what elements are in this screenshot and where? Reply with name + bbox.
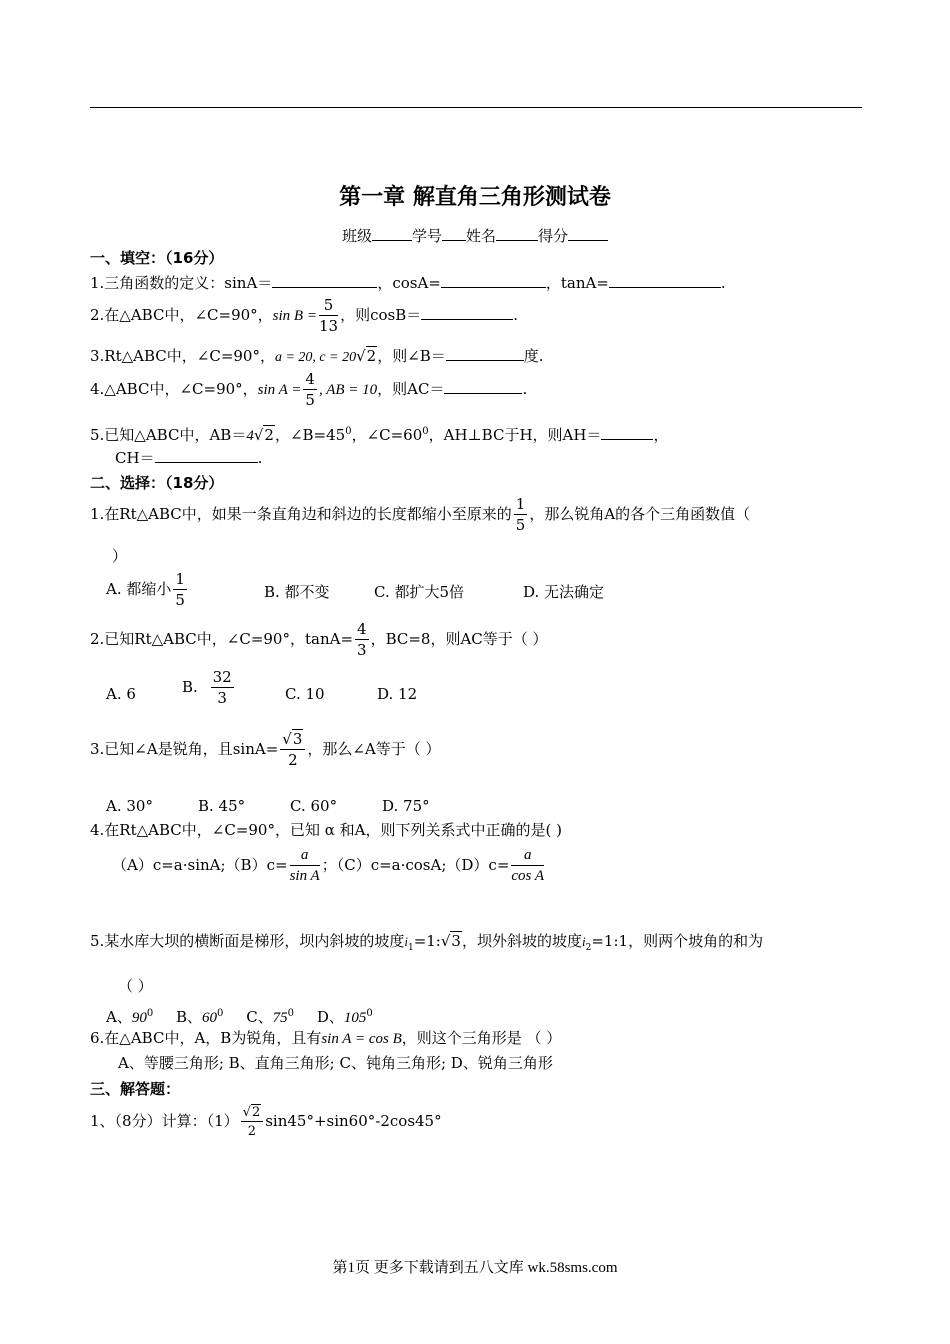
choice-q1-opt-c[interactable]: C. 都扩大5倍 [374,583,465,601]
fraction-4-5: $\frac{4}{5}$ [305,370,315,409]
name-label: 姓名 [466,227,497,245]
sqrt-2: √2 [356,347,377,365]
choice-q1-opt-b[interactable]: B. 都不变 [264,583,330,601]
choice-q5-paren: （ ） [118,977,153,995]
class-label: 班级 [341,227,372,245]
choice-q3-opt-d[interactable]: D. 75° [382,797,430,815]
fill-q3: 3.Rt△ABC中，∠C=90°，a = 20, c = 20√2，则∠B＝ 度. [90,347,544,365]
fill-q4-blank[interactable] [444,379,522,394]
choice-q5: 5.某水库大坝的横断面是梯形，坝内斜坡的坡度$i_1=1:√3$，坝外斜坡的坡度$i_2=1:1$，则两个坡角的和为 [90,932,764,953]
fill-q1-blank-tan[interactable] [609,273,721,288]
choice-q1: 1.在Rt△ABC中，如果一条直角边和斜边的长度都缩小至原来的 $\frac{1}{5}$ ，那么锐角A的各个三角函数值（ [90,495,751,534]
section-fill-heading: 一、填空：（16分） [90,249,224,267]
choice-q5-options[interactable]: A、$90^0$ B、$60^0$ C、$75^0$ D、$105^0$ [106,1008,373,1026]
fraction-5-13: $\frac{5}{13}$ [318,296,339,335]
class-blank[interactable] [372,226,412,241]
choice-q1-paren: ） [112,547,128,565]
choice-q3-opt-b[interactable]: B. 45° [198,797,246,815]
student-info-line [0,225,950,246]
page-footer: 第1页 更多下载请到五八文库 wk.58sms.com [332,1260,618,1276]
answer-q1: 1、（8分）计算：（1） $\frac{√2}{2}$ sin45°+sin60°-2cos45° [90,1105,442,1139]
choice-q4: 4.在Rt△ABC中，∠C=90°，已知 α 和A，则下列关系式中正确的是( ) [90,821,562,839]
section-choice-heading: 二、选择：（18分） [90,474,224,492]
section-answer-heading: 三、解答题： [90,1080,181,1098]
fill-q1: 1.三角函数的定义：sinA＝ ，cosA= ，tanA= . [90,274,726,292]
fill-q5-blank-ch[interactable] [155,448,258,463]
fill-q5: 5.已知△ABC中，AB＝4√2，$\angle B=45^0$，$\angle C=60^0$，AH⊥BC于H，则AH＝ ， [90,426,669,444]
fill-q2: 2.在△ABC中，∠C=90°，sin B = $\frac{5}{13}$ ，则cosB＝ . [90,296,518,335]
fill-q4: 4.△ABC中，∠C=90°，sin A = $\frac{4}{5}$ , AB = 10，则AC＝ . [90,370,528,409]
fill-q5-ch: CH＝ . [115,449,263,467]
page-title: 第一章 解直角三角形测试卷 [339,185,611,210]
choice-q6-options[interactable]: A、等腰三角形; B、直角三角形; C、钝角三角形; D、锐角三角形 [118,1054,553,1072]
choice-q6: 6.在△ABC中，A，B为锐角，且有sin A = cos B，则这个三角形是 （ ） [90,1029,562,1047]
choice-q1-opt-d[interactable]: D. 无法确定 [523,583,605,601]
number-blank[interactable] [442,226,466,241]
choice-q2: 2.已知Rt△ABC中，∠C=90°，tanA= $\frac{4}{3}$ ，BC=8，则AC等于（ ） [90,620,548,659]
fill-q1-blank-sin[interactable] [272,273,377,288]
fill-q2-blank[interactable] [421,305,513,320]
choice-q2-opt-d[interactable]: D. 12 [377,685,418,703]
choice-q1-opt-a[interactable]: A. 都缩小 $\frac{1}{5}$ [106,570,185,609]
choice-q2-opt-b[interactable]: B. $\frac{32}{3}$ [182,668,232,707]
fill-q3-blank[interactable] [446,346,524,361]
choice-q3-opt-a[interactable]: A. 30° [106,797,153,815]
choice-q2-opt-a[interactable]: A. 6 [106,685,136,703]
header-rule [90,107,862,108]
name-blank[interactable] [496,226,538,241]
score-blank[interactable] [568,226,608,241]
choice-q3-opt-c[interactable]: C. 60° [290,797,338,815]
choice-q2-opt-c[interactable]: C. 10 [285,685,325,703]
choice-q4-options[interactable]: （A）c=a·sinA;（B）c= $\frac{a}{\text{sin A}}$ ；（C）c=a·cosA;（D）c= $\frac{a}{\text{cos A}}$ [112,847,545,884]
fill-q5-blank-ah[interactable] [601,425,653,440]
fill-q1-blank-cos[interactable] [441,273,546,288]
score-label: 得分 [538,227,569,245]
choice-q3: 3.已知∠A是锐角，且sinA= $\frac{√3}{2}$ ，那么∠A等于（ ） [90,730,441,769]
number-label: 学号 [411,227,442,245]
